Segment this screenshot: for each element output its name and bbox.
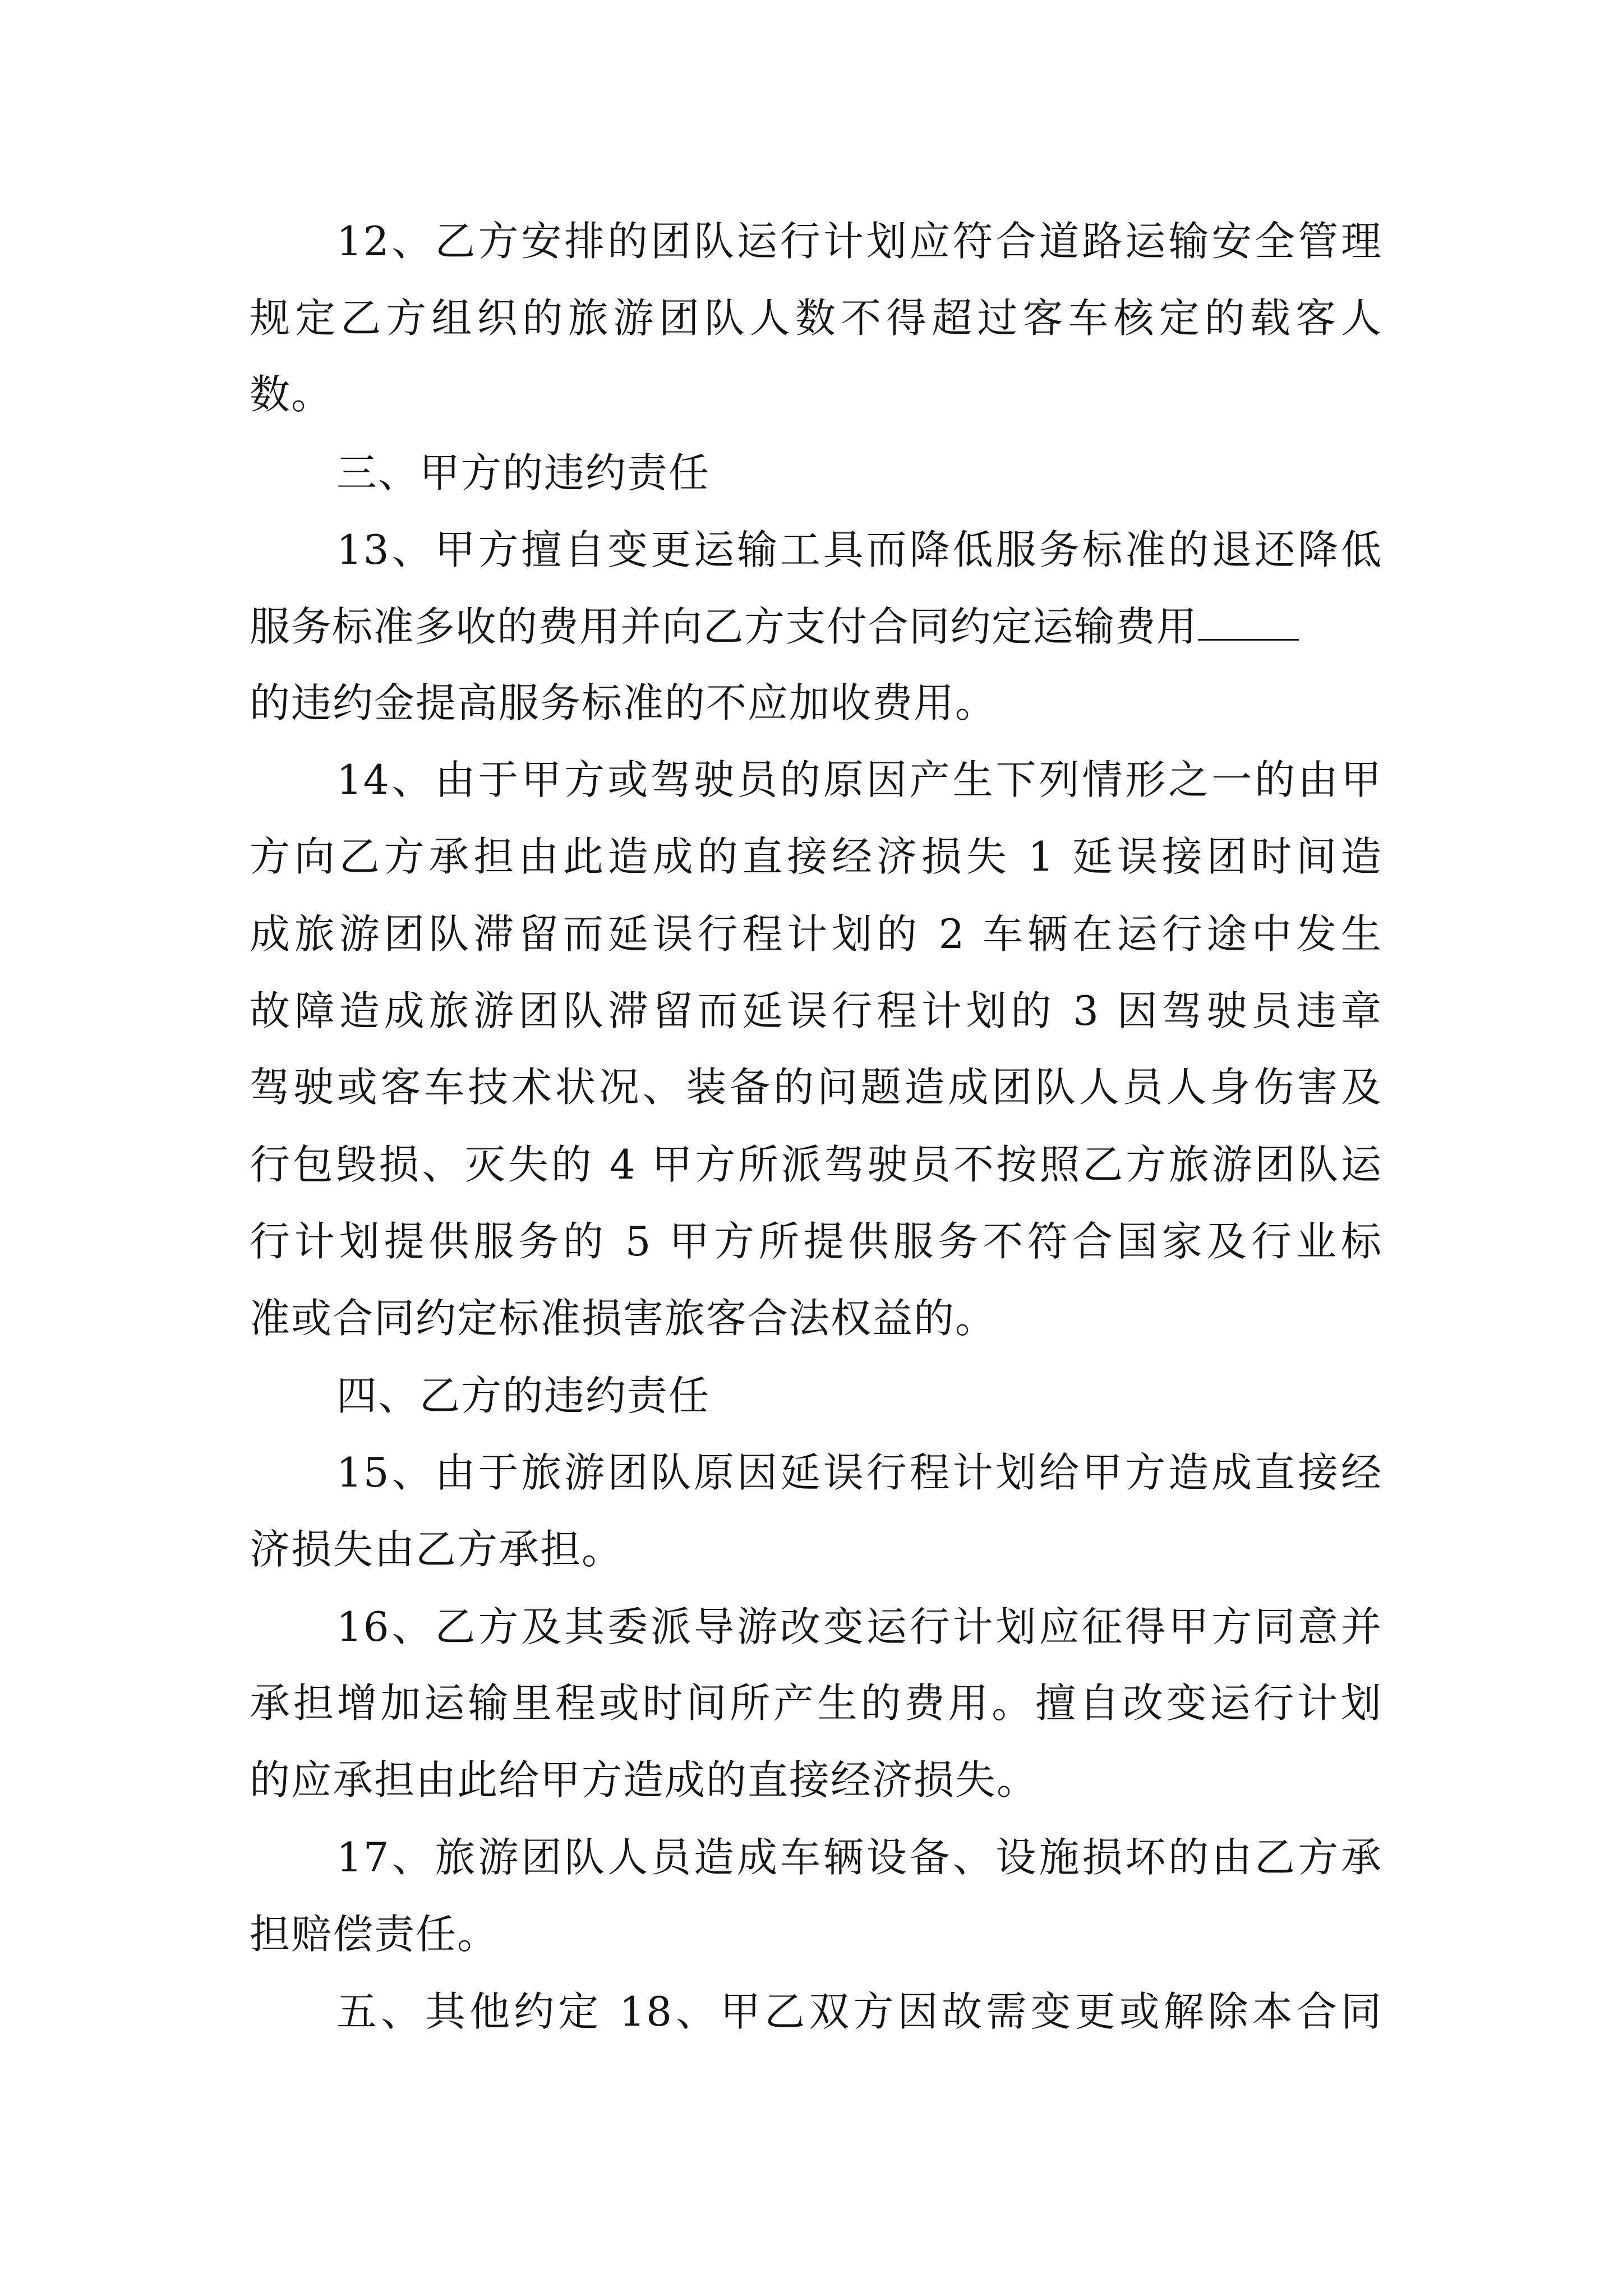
section-heading-4: 四、乙方的违约责任 [336,1372,711,1419]
fill-in-blank [1198,605,1299,641]
clause-14-line-1: 14、由于甲方或驾驶员的原因产生下列情形之一的由甲 [336,756,1382,803]
clause-16-line-3: 的应承担由此给甲方造成的直接经济损失。 [250,1756,1039,1803]
clause-15-line-1: 15、由于旅游团队原因延误行程计划给甲方造成直接经 [336,1449,1382,1496]
clause-14-line-7: 行计划提供服务的 5 甲方所提供服务不符合国家及行业标 [250,1218,1382,1265]
clause-14-line-8: 准或合同约定标准损害旅客合法权益的。 [250,1295,997,1342]
clause-14-line-2: 方向乙方承担由此造成的直接经济损失 1 延误接团时间造 [250,833,1382,880]
clause-14-line-3: 成旅游团队滞留而延误行程计划的 2 车辆在运行途中发生 [250,910,1382,958]
clause-14-line-4: 故障造成旅游团队滞留而延误行程计划的 3 因驾驶员违章 [250,987,1382,1034]
clause-17-line-2: 担赔偿责任。 [250,1911,499,1958]
clause-17-line-1: 17、旅游团队人员造成车辆设备、设施损坏的由乙方承 [336,1834,1382,1881]
clause-16-line-2: 承担增加运输里程或时间所产生的费用。擅自改变运行计划 [250,1680,1382,1727]
section-heading-3: 三、甲方的违约责任 [336,449,711,496]
clause-12-line-1: 12、乙方安排的团队运行计划应符合道路运输安全管理 [336,218,1382,265]
clause-13-line-3: 的违约金提高服务标准的不应加收费用。 [250,679,997,726]
clause-14-line-6: 行包毁损、灭失的 4 甲方所派驾驶员不按照乙方旅游团队运 [250,1141,1382,1188]
clause-13-line-2 [250,601,1382,652]
clause-13-line-2-text: 服务标准多收的费用并向乙方支付合同约定运输费用 [250,603,1198,650]
clause-15-line-2: 济损失由乙方承担。 [250,1526,624,1573]
clause-13-line-1: 13、甲方擅自变更运输工具而降低服务标准的退还降低 [336,526,1382,573]
clause-14-line-5: 驾驶或客车技术状况、装备的问题造成团队人员人身伤害及 [250,1064,1382,1111]
clause-12-line-3: 数。 [250,371,333,418]
section-heading-5-clause-18: 五、其他约定 18、甲乙双方因故需变更或解除本合同 [336,1988,1382,2035]
clause-12-line-2: 规定乙方组织的旅游团队人数不得超过客车核定的载客人 [250,295,1382,342]
clause-16-line-1: 16、乙方及其委派导游改变运行计划应征得甲方同意并 [336,1603,1382,1650]
